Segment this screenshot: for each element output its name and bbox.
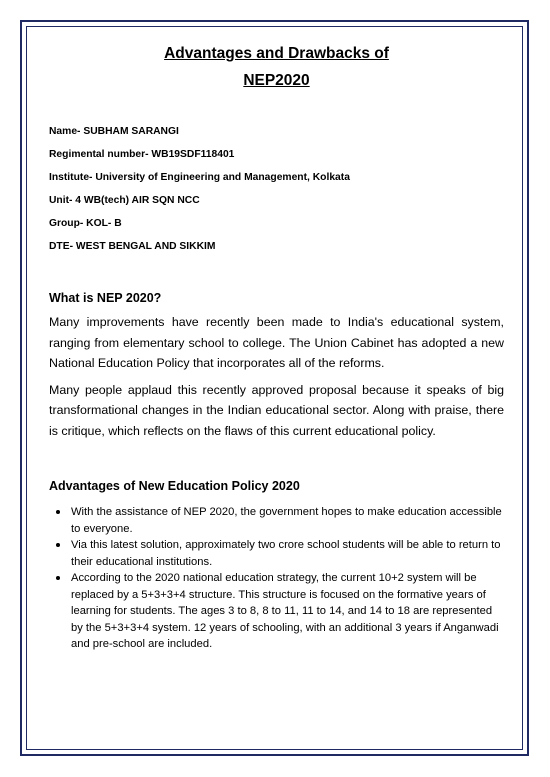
list-item-text: Via this latest solution, approximately two crore school students will be able to return to their educational institutions. [71,539,501,568]
list-item [71,570,504,653]
bullet-icon [56,510,60,514]
bullet-icon [56,576,60,580]
author-details [49,126,504,253]
document-title [49,40,504,94]
list-item-text: According to the 2020 national education strategy, the current 10+2 system will be replaced by a 5+3+3+4 structure. This structure is focused on the formative years of learning for students. The ages 3 to 8, 8 to 11, 11 to 14, and 14 to 18 are represented by the 5+3+3+4 system. 12 years of schooling, with an additional 3 years if Anganwadi and pre-school are included. [71,572,499,650]
paragraph-what-2: Many people applaud this recently approved proposal because it speaks of big transformational changes in the Indian educational sector. Along with praise, there is critique, which reflects on the flaws of this current educational policy. [49,382,504,438]
meta-group: Group- KOL- B [49,218,122,229]
advantages-list [49,504,504,653]
document-body [49,40,504,653]
title-line-2: NEP2020 [243,72,310,89]
list-item [71,504,504,537]
meta-name: Name- SUBHAM SARANGI [49,126,179,137]
meta-institute: Institute- University of Engineering and Management, Kolkata [49,172,350,183]
meta-regimental-number: Regimental number- WB19SDF118401 [49,149,235,160]
bullet-icon [56,543,60,547]
title-line-1: Advantages and Drawbacks of [164,45,389,62]
list-item-text: With the assistance of NEP 2020, the government hopes to make education accessible to everyone. [71,506,502,535]
meta-dte: DTE- WEST BENGAL AND SIKKIM [49,241,216,252]
meta-unit: Unit- 4 WB(tech) AIR SQN NCC [49,195,200,206]
list-item [71,537,504,570]
paragraph-what-1: Many improvements have recently been made to India's educational system, ranging from elementary school to college. The Union Cabinet has adopted a new National Education Policy that incorporates all of the reforms. [49,315,504,370]
section-heading-what-is-nep: What is NEP 2020? [49,291,162,305]
section-heading-advantages: Advantages of New Education Policy 2020 [49,479,300,493]
